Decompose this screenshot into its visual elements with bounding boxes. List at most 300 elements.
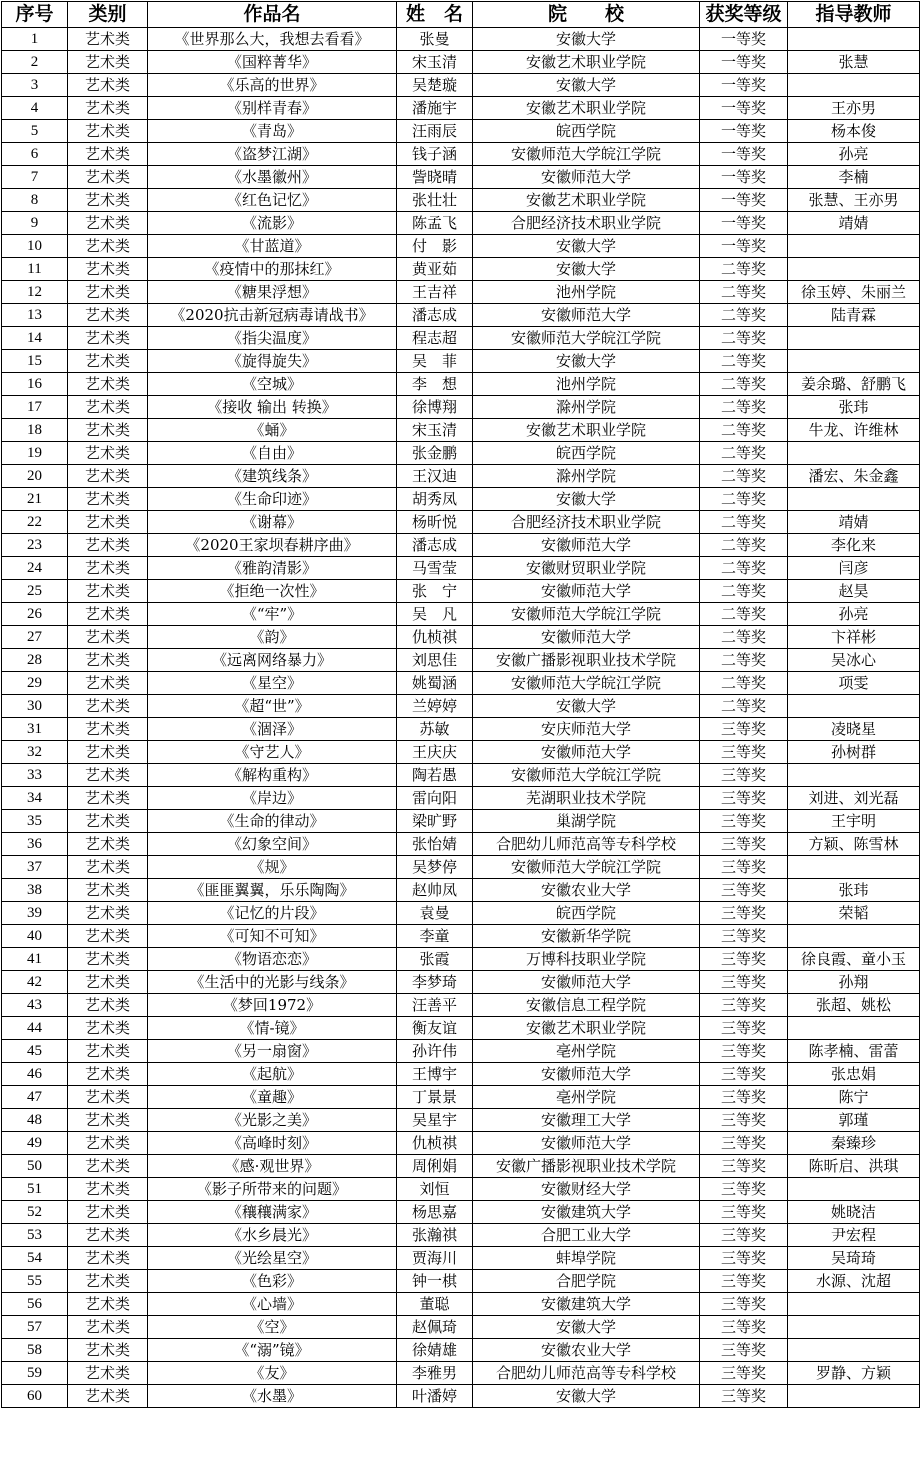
cell-work-title: 《可知不可知》 xyxy=(148,925,397,948)
cell-award-level: 三等奖 xyxy=(700,971,788,994)
cell-work-title: 《空城》 xyxy=(148,373,397,396)
cell-name: 王庆庆 xyxy=(397,741,473,764)
cell-work-title: 《流影》 xyxy=(148,212,397,235)
header-advisor: 指导教师 xyxy=(788,2,920,28)
cell-award-level: 二等奖 xyxy=(700,488,788,511)
cell-award-level: 一等奖 xyxy=(700,120,788,143)
cell-work-title: 《国粹菁华》 xyxy=(148,51,397,74)
cell-name: 马雪莹 xyxy=(397,557,473,580)
cell-school: 安徽艺术职业学院 xyxy=(473,1017,700,1040)
cell-advisor: 杨本俊 xyxy=(788,120,920,143)
cell-index: 37 xyxy=(2,856,68,879)
table-row xyxy=(2,327,920,350)
header-work-title: 作品名 xyxy=(148,2,397,28)
cell-name: 刘恒 xyxy=(397,1178,473,1201)
cell-advisor xyxy=(788,856,920,879)
cell-name: 程志超 xyxy=(397,327,473,350)
cell-index: 28 xyxy=(2,649,68,672)
cell-school: 安徽师范大学皖江学院 xyxy=(473,856,700,879)
cell-index: 22 xyxy=(2,511,68,534)
cell-work-title: 《感·观世界》 xyxy=(148,1155,397,1178)
cell-index: 36 xyxy=(2,833,68,856)
table-row xyxy=(2,1316,920,1339)
cell-advisor: 卞祥彬 xyxy=(788,626,920,649)
cell-name: 李梦琦 xyxy=(397,971,473,994)
cell-index: 41 xyxy=(2,948,68,971)
cell-category: 艺术类 xyxy=(68,856,148,879)
cell-work-title: 《指尖温度》 xyxy=(148,327,397,350)
cell-school: 安徽艺术职业学院 xyxy=(473,419,700,442)
table-row xyxy=(2,1063,920,1086)
cell-category: 艺术类 xyxy=(68,603,148,626)
cell-school: 合肥工业大学 xyxy=(473,1224,700,1247)
cell-category: 艺术类 xyxy=(68,810,148,833)
cell-index: 50 xyxy=(2,1155,68,1178)
cell-work-title: 《谢幕》 xyxy=(148,511,397,534)
cell-category: 艺术类 xyxy=(68,879,148,902)
cell-award-level: 三等奖 xyxy=(700,948,788,971)
cell-award-level: 三等奖 xyxy=(700,1109,788,1132)
cell-name: 吴楚璇 xyxy=(397,74,473,97)
cell-school: 蚌埠学院 xyxy=(473,1247,700,1270)
table-row xyxy=(2,396,920,419)
cell-award-level: 二等奖 xyxy=(700,649,788,672)
cell-school: 安徽建筑大学 xyxy=(473,1201,700,1224)
cell-category: 艺术类 xyxy=(68,925,148,948)
cell-school: 安徽师范大学 xyxy=(473,534,700,557)
cell-advisor: 刘进、刘光磊 xyxy=(788,787,920,810)
cell-school: 芜湖职业技术学院 xyxy=(473,787,700,810)
cell-name: 贾海川 xyxy=(397,1247,473,1270)
cell-school: 安徽大学 xyxy=(473,1316,700,1339)
cell-advisor: 张忠娟 xyxy=(788,1063,920,1086)
cell-advisor: 张玮 xyxy=(788,879,920,902)
cell-index: 17 xyxy=(2,396,68,419)
table-row xyxy=(2,74,920,97)
cell-award-level: 一等奖 xyxy=(700,235,788,258)
cell-work-title: 《生活中的光影与线条》 xyxy=(148,971,397,994)
cell-school: 皖西学院 xyxy=(473,902,700,925)
cell-index: 49 xyxy=(2,1132,68,1155)
cell-advisor xyxy=(788,1339,920,1362)
cell-school: 安徽艺术职业学院 xyxy=(473,51,700,74)
cell-school: 巢湖学院 xyxy=(473,810,700,833)
cell-category: 艺术类 xyxy=(68,1040,148,1063)
table-row xyxy=(2,1178,920,1201)
cell-index: 2 xyxy=(2,51,68,74)
cell-index: 16 xyxy=(2,373,68,396)
table-row xyxy=(2,1017,920,1040)
cell-advisor: 张超、姚松 xyxy=(788,994,920,1017)
table-row xyxy=(2,787,920,810)
table-body xyxy=(2,28,920,1408)
table-row xyxy=(2,419,920,442)
cell-index: 24 xyxy=(2,557,68,580)
cell-advisor xyxy=(788,1017,920,1040)
cell-advisor: 牛龙、许维林 xyxy=(788,419,920,442)
cell-category: 艺术类 xyxy=(68,212,148,235)
table-row xyxy=(2,1293,920,1316)
cell-work-title: 《光影之美》 xyxy=(148,1109,397,1132)
cell-school: 安徽广播影视职业技术学院 xyxy=(473,649,700,672)
cell-school: 安徽农业大学 xyxy=(473,1339,700,1362)
cell-work-title: 《友》 xyxy=(148,1362,397,1385)
header-row xyxy=(2,2,920,28)
cell-work-title: 《规》 xyxy=(148,856,397,879)
cell-award-level: 三等奖 xyxy=(700,1178,788,1201)
cell-category: 艺术类 xyxy=(68,258,148,281)
cell-category: 艺术类 xyxy=(68,1086,148,1109)
table-row xyxy=(2,143,920,166)
cell-name: 董聪 xyxy=(397,1293,473,1316)
cell-work-title: 《水墨》 xyxy=(148,1385,397,1408)
cell-category: 艺术类 xyxy=(68,74,148,97)
cell-advisor: 徐良霞、童小玉 xyxy=(788,948,920,971)
cell-index: 57 xyxy=(2,1316,68,1339)
cell-name: 衡友谊 xyxy=(397,1017,473,1040)
cell-advisor: 孙亮 xyxy=(788,603,920,626)
cell-work-title: 《守艺人》 xyxy=(148,741,397,764)
cell-category: 艺术类 xyxy=(68,695,148,718)
cell-work-title: 《接收 输出 转换》 xyxy=(148,396,397,419)
cell-work-title: 《涸泽》 xyxy=(148,718,397,741)
cell-work-title: 《乐高的世界》 xyxy=(148,74,397,97)
cell-index: 31 xyxy=(2,718,68,741)
header-category: 类别 xyxy=(68,2,148,28)
cell-school: 合肥学院 xyxy=(473,1270,700,1293)
cell-award-level: 三等奖 xyxy=(700,810,788,833)
cell-award-level: 二等奖 xyxy=(700,557,788,580)
cell-index: 60 xyxy=(2,1385,68,1408)
cell-advisor xyxy=(788,74,920,97)
cell-school: 安徽师范大学 xyxy=(473,1063,700,1086)
cell-index: 32 xyxy=(2,741,68,764)
cell-school: 安徽建筑大学 xyxy=(473,1293,700,1316)
table-row xyxy=(2,189,920,212)
cell-school: 安徽财贸职业学院 xyxy=(473,557,700,580)
cell-award-level: 二等奖 xyxy=(700,603,788,626)
cell-category: 艺术类 xyxy=(68,1017,148,1040)
cell-name: 吴梦停 xyxy=(397,856,473,879)
cell-work-title: 《星空》 xyxy=(148,672,397,695)
cell-name: 徐婧雄 xyxy=(397,1339,473,1362)
cell-work-title: 《匪匪翼翼，乐乐陶陶》 xyxy=(148,879,397,902)
cell-category: 艺术类 xyxy=(68,1339,148,1362)
cell-category: 艺术类 xyxy=(68,350,148,373)
cell-work-title: 《穰穰满家》 xyxy=(148,1201,397,1224)
cell-school: 安徽大学 xyxy=(473,488,700,511)
cell-index: 13 xyxy=(2,304,68,327)
cell-name: 钟一棋 xyxy=(397,1270,473,1293)
cell-advisor: 陆青霖 xyxy=(788,304,920,327)
cell-work-title: 《童趣》 xyxy=(148,1086,397,1109)
cell-name: 杨思嘉 xyxy=(397,1201,473,1224)
cell-school: 安徽师范大学皖江学院 xyxy=(473,143,700,166)
cell-award-level: 二等奖 xyxy=(700,304,788,327)
table-row xyxy=(2,1247,920,1270)
cell-category: 艺术类 xyxy=(68,442,148,465)
cell-school: 亳州学院 xyxy=(473,1040,700,1063)
table-row xyxy=(2,373,920,396)
cell-school: 万博科技职业学院 xyxy=(473,948,700,971)
cell-school: 亳州学院 xyxy=(473,1086,700,1109)
cell-advisor: 陈宁 xyxy=(788,1086,920,1109)
cell-award-level: 三等奖 xyxy=(700,1201,788,1224)
cell-award-level: 二等奖 xyxy=(700,442,788,465)
cell-award-level: 三等奖 xyxy=(700,902,788,925)
cell-work-title: 《红色记忆》 xyxy=(148,189,397,212)
cell-award-level: 二等奖 xyxy=(700,465,788,488)
cell-work-title: 《2020王家坝春耕序曲》 xyxy=(148,534,397,557)
cell-index: 21 xyxy=(2,488,68,511)
cell-category: 艺术类 xyxy=(68,1224,148,1247)
cell-category: 艺术类 xyxy=(68,741,148,764)
cell-category: 艺术类 xyxy=(68,557,148,580)
cell-advisor xyxy=(788,764,920,787)
cell-advisor: 姚晓洁 xyxy=(788,1201,920,1224)
cell-award-level: 二等奖 xyxy=(700,695,788,718)
cell-award-level: 三等奖 xyxy=(700,1339,788,1362)
cell-index: 39 xyxy=(2,902,68,925)
cell-name: 张霞 xyxy=(397,948,473,971)
cell-advisor: 孙翔 xyxy=(788,971,920,994)
cell-index: 23 xyxy=(2,534,68,557)
cell-work-title: 《解构重构》 xyxy=(148,764,397,787)
cell-advisor xyxy=(788,442,920,465)
table-row xyxy=(2,925,920,948)
cell-award-level: 一等奖 xyxy=(700,97,788,120)
cell-award-level: 三等奖 xyxy=(700,994,788,1017)
cell-index: 20 xyxy=(2,465,68,488)
cell-school: 合肥幼儿师范高等专科学校 xyxy=(473,1362,700,1385)
cell-category: 艺术类 xyxy=(68,511,148,534)
cell-advisor xyxy=(788,1316,920,1339)
cell-index: 53 xyxy=(2,1224,68,1247)
header-name: 姓 名 xyxy=(397,2,473,28)
cell-work-title: 《光绘星空》 xyxy=(148,1247,397,1270)
cell-advisor: 秦臻珍 xyxy=(788,1132,920,1155)
table-row xyxy=(2,994,920,1017)
cell-name: 訾晓晴 xyxy=(397,166,473,189)
cell-category: 艺术类 xyxy=(68,281,148,304)
cell-category: 艺术类 xyxy=(68,189,148,212)
cell-name: 潘施宇 xyxy=(397,97,473,120)
cell-advisor xyxy=(788,1385,920,1408)
cell-award-level: 三等奖 xyxy=(700,787,788,810)
cell-school: 皖西学院 xyxy=(473,442,700,465)
cell-name: 宋玉清 xyxy=(397,419,473,442)
cell-school: 安徽师范大学皖江学院 xyxy=(473,764,700,787)
cell-category: 艺术类 xyxy=(68,1178,148,1201)
cell-index: 47 xyxy=(2,1086,68,1109)
cell-advisor: 李楠 xyxy=(788,166,920,189)
cell-work-title: 《生命印迹》 xyxy=(148,488,397,511)
cell-category: 艺术类 xyxy=(68,1132,148,1155)
cell-work-title: 《影子所带来的问题》 xyxy=(148,1178,397,1201)
cell-school: 安徽理工大学 xyxy=(473,1109,700,1132)
cell-category: 艺术类 xyxy=(68,1247,148,1270)
cell-name: 宋玉清 xyxy=(397,51,473,74)
cell-work-title: 《世界那么大，我想去看看》 xyxy=(148,28,397,51)
cell-index: 59 xyxy=(2,1362,68,1385)
cell-index: 7 xyxy=(2,166,68,189)
cell-advisor: 姜余璐、舒鹏飞 xyxy=(788,373,920,396)
cell-award-level: 二等奖 xyxy=(700,373,788,396)
cell-category: 艺术类 xyxy=(68,787,148,810)
cell-category: 艺术类 xyxy=(68,465,148,488)
cell-advisor xyxy=(788,695,920,718)
cell-work-title: 《梦回1972》 xyxy=(148,994,397,1017)
cell-category: 艺术类 xyxy=(68,1063,148,1086)
cell-school: 皖西学院 xyxy=(473,120,700,143)
cell-index: 12 xyxy=(2,281,68,304)
cell-advisor: 罗静、方颖 xyxy=(788,1362,920,1385)
cell-name: 雷向阳 xyxy=(397,787,473,810)
cell-name: 苏敏 xyxy=(397,718,473,741)
cell-school: 安徽师范大学 xyxy=(473,971,700,994)
table-row xyxy=(2,1270,920,1293)
cell-advisor: 尹宏程 xyxy=(788,1224,920,1247)
cell-advisor xyxy=(788,28,920,51)
cell-advisor xyxy=(788,327,920,350)
cell-work-title: 《超“世”》 xyxy=(148,695,397,718)
cell-advisor: 方颖、陈雪林 xyxy=(788,833,920,856)
cell-award-level: 三等奖 xyxy=(700,856,788,879)
cell-category: 艺术类 xyxy=(68,235,148,258)
cell-award-level: 三等奖 xyxy=(700,764,788,787)
cell-advisor: 水源、沈超 xyxy=(788,1270,920,1293)
cell-index: 14 xyxy=(2,327,68,350)
cell-school: 安徽信息工程学院 xyxy=(473,994,700,1017)
table-row xyxy=(2,649,920,672)
cell-work-title: 《“牢”》 xyxy=(148,603,397,626)
cell-advisor: 吴琦琦 xyxy=(788,1247,920,1270)
cell-index: 38 xyxy=(2,879,68,902)
cell-award-level: 二等奖 xyxy=(700,258,788,281)
cell-name: 黄亚茹 xyxy=(397,258,473,281)
cell-index: 1 xyxy=(2,28,68,51)
cell-advisor: 孙亮 xyxy=(788,143,920,166)
cell-category: 艺术类 xyxy=(68,51,148,74)
cell-name: 赵佩琦 xyxy=(397,1316,473,1339)
table-row xyxy=(2,971,920,994)
cell-name: 王吉祥 xyxy=(397,281,473,304)
cell-category: 艺术类 xyxy=(68,718,148,741)
cell-index: 52 xyxy=(2,1201,68,1224)
cell-name: 汪雨辰 xyxy=(397,120,473,143)
cell-award-level: 一等奖 xyxy=(700,51,788,74)
cell-category: 艺术类 xyxy=(68,1362,148,1385)
cell-index: 44 xyxy=(2,1017,68,1040)
cell-category: 艺术类 xyxy=(68,419,148,442)
cell-index: 9 xyxy=(2,212,68,235)
table-row xyxy=(2,166,920,189)
cell-index: 26 xyxy=(2,603,68,626)
header-award-level: 获奖等级 xyxy=(700,2,788,28)
cell-advisor: 李化来 xyxy=(788,534,920,557)
table-row xyxy=(2,580,920,603)
table-row xyxy=(2,1132,920,1155)
cell-work-title: 《糖果浮想》 xyxy=(148,281,397,304)
cell-work-title: 《旋得旋失》 xyxy=(148,350,397,373)
cell-award-level: 三等奖 xyxy=(700,833,788,856)
cell-work-title: 《空》 xyxy=(148,1316,397,1339)
cell-name: 付 影 xyxy=(397,235,473,258)
table-row xyxy=(2,488,920,511)
cell-category: 艺术类 xyxy=(68,672,148,695)
cell-index: 6 xyxy=(2,143,68,166)
cell-advisor: 陈昕启、洪琪 xyxy=(788,1155,920,1178)
cell-school: 合肥经济技术职业学院 xyxy=(473,511,700,534)
table-row xyxy=(2,350,920,373)
cell-index: 3 xyxy=(2,74,68,97)
cell-name: 李雅男 xyxy=(397,1362,473,1385)
table-row xyxy=(2,304,920,327)
cell-advisor xyxy=(788,488,920,511)
table-row xyxy=(2,51,920,74)
cell-award-level: 一等奖 xyxy=(700,143,788,166)
cell-award-level: 三等奖 xyxy=(700,879,788,902)
cell-category: 艺术类 xyxy=(68,534,148,557)
table-row xyxy=(2,235,920,258)
cell-name: 张金鹏 xyxy=(397,442,473,465)
cell-work-title: 《岸边》 xyxy=(148,787,397,810)
awards-table xyxy=(1,1,920,1408)
cell-name: 袁曼 xyxy=(397,902,473,925)
cell-work-title: 《甘蓝道》 xyxy=(148,235,397,258)
cell-work-title: 《远离网络暴力》 xyxy=(148,649,397,672)
cell-name: 王汉迪 xyxy=(397,465,473,488)
cell-advisor xyxy=(788,1293,920,1316)
cell-category: 艺术类 xyxy=(68,994,148,1017)
cell-school: 安徽新华学院 xyxy=(473,925,700,948)
cell-category: 艺术类 xyxy=(68,304,148,327)
table-row xyxy=(2,810,920,833)
cell-school: 安徽师范大学 xyxy=(473,1132,700,1155)
cell-work-title: 《自由》 xyxy=(148,442,397,465)
cell-work-title: 《生命的律动》 xyxy=(148,810,397,833)
cell-school: 安徽师范大学 xyxy=(473,626,700,649)
cell-work-title: 《疫情中的那抹红》 xyxy=(148,258,397,281)
cell-advisor xyxy=(788,925,920,948)
table-row xyxy=(2,603,920,626)
cell-category: 艺术类 xyxy=(68,764,148,787)
table-row xyxy=(2,1362,920,1385)
cell-category: 艺术类 xyxy=(68,488,148,511)
cell-name: 张曼 xyxy=(397,28,473,51)
cell-index: 35 xyxy=(2,810,68,833)
cell-award-level: 三等奖 xyxy=(700,1270,788,1293)
table-row xyxy=(2,1040,920,1063)
cell-index: 15 xyxy=(2,350,68,373)
table-row xyxy=(2,856,920,879)
cell-award-level: 二等奖 xyxy=(700,281,788,304)
cell-advisor xyxy=(788,258,920,281)
cell-award-level: 三等奖 xyxy=(700,1132,788,1155)
cell-award-level: 三等奖 xyxy=(700,1063,788,1086)
cell-school: 安徽师范大学皖江学院 xyxy=(473,672,700,695)
table-row xyxy=(2,879,920,902)
cell-advisor: 赵昊 xyxy=(788,580,920,603)
cell-school: 安徽师范大学 xyxy=(473,304,700,327)
cell-work-title: 《水乡晨光》 xyxy=(148,1224,397,1247)
cell-school: 滁州学院 xyxy=(473,396,700,419)
cell-award-level: 三等奖 xyxy=(700,925,788,948)
table-row xyxy=(2,534,920,557)
cell-index: 4 xyxy=(2,97,68,120)
cell-school: 池州学院 xyxy=(473,281,700,304)
cell-name: 张怡婧 xyxy=(397,833,473,856)
